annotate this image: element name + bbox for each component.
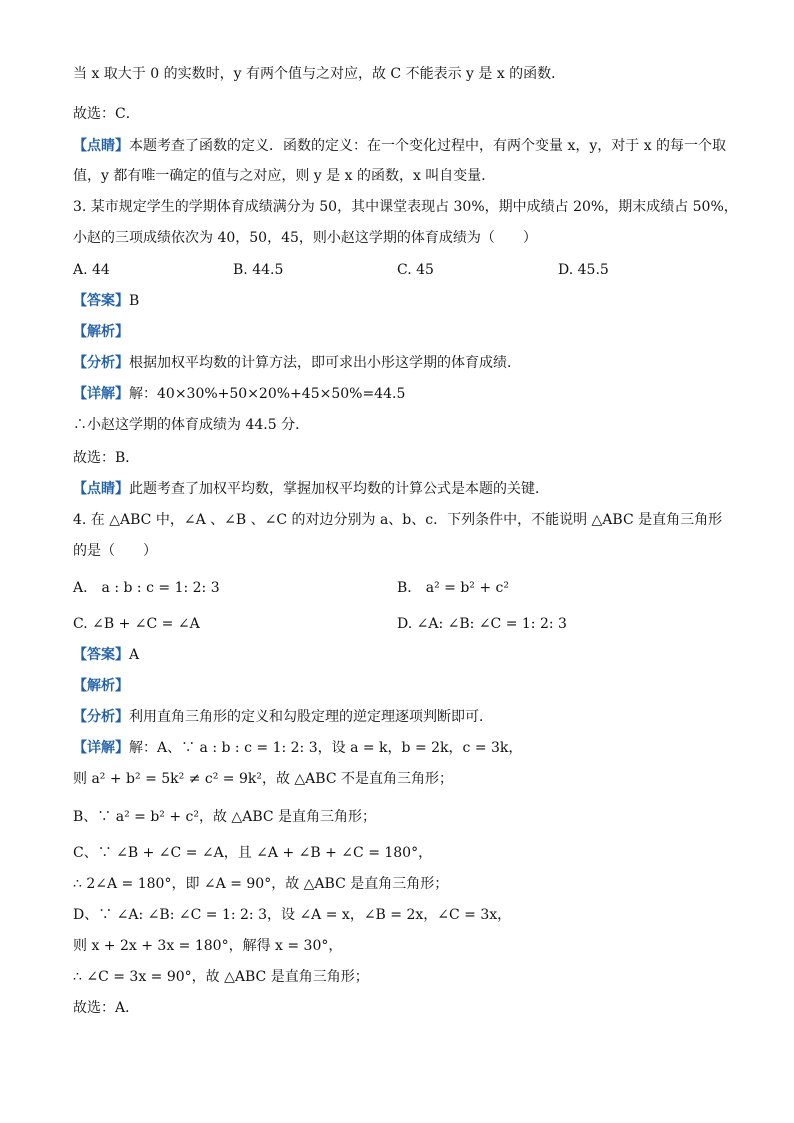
q4-choose: 故选：A． bbox=[73, 1000, 140, 1016]
q3-answer bbox=[73, 291, 139, 311]
q4-step-a2: 则 a² + b² = 5k² ≠ c² = 9k²，故 △ABC 不是直角三角形； bbox=[73, 771, 454, 787]
q3-fenxi-text: 根据加权平均数的计算方法，即可求出小彤这学期的体育成绩． bbox=[129, 355, 521, 371]
q4-step-b: B、∵ a² = b² + c²，故 △ABC 是直角三角形； bbox=[73, 809, 377, 825]
q4-option-b: B. a² = b² + c² bbox=[397, 580, 509, 596]
q3-fenxi bbox=[73, 353, 521, 373]
q4-step-d2: 则 x + 2x + 3x = 180°，解得 x = 30°， bbox=[73, 938, 343, 954]
dianjing-tag: 【点睛】 bbox=[73, 138, 129, 154]
q4-stem-line1: 4. 在 △ABC 中，∠A 、∠B 、∠C 的对边分别为 a、b、c．下列条件中，不能说明 △ABC 是直角三角形 bbox=[73, 512, 723, 528]
fenxi-tag: 【分析】 bbox=[73, 709, 129, 725]
q2-dianjing-line2: 值，y 都有唯一确定的值与之对应，则 y 是 x 的函数，x 叫自变量． bbox=[73, 168, 496, 184]
q3-option-d: D. 45.5 bbox=[558, 262, 609, 278]
q4-answer-value: A bbox=[129, 647, 140, 663]
answer-tag: 【答案】 bbox=[73, 293, 129, 309]
q4-option-d: D. ∠A: ∠B: ∠C = 1: 2: 3 bbox=[397, 616, 567, 632]
q4-fenxi bbox=[73, 707, 493, 727]
q4-step-a: 解：A、∵ a : b : c = 1: 2: 3，设 a = k，b = 2k，c = 3k， bbox=[129, 740, 523, 756]
q3-option-b: B. 44.5 bbox=[233, 262, 284, 278]
q4-step-d: D、∵ ∠A: ∠B: ∠C = 1: 2: 3，设 ∠A = x，∠B = 2x，∠C = 3x， bbox=[73, 907, 512, 923]
q2-dianjing bbox=[73, 136, 726, 156]
q3-stem-line1: 3. 某市规定学生的学期体育成绩满分为 50，其中课堂表现占 30%，期中成绩占 20%，期末成绩占 50%， bbox=[73, 199, 738, 215]
q3-xiangjie bbox=[73, 384, 405, 404]
q4-option-a: A. a : b : c = 1: 2: 3 bbox=[73, 580, 220, 596]
jiexi-tag: 【解析】 bbox=[73, 324, 129, 340]
q3-therefore: ∴小赵这学期的体育成绩为 44.5 分． bbox=[73, 417, 310, 433]
dianjing-tag: 【点睛】 bbox=[73, 481, 129, 497]
q3-dianjing-text: 此题考查了加权平均数，掌握加权平均数的计算公式是本题的关键． bbox=[129, 481, 549, 497]
q3-option-a: A. 44 bbox=[73, 262, 110, 278]
q4-xiangjie bbox=[73, 738, 522, 758]
q3-stem-line2: 小赵的三项成绩依次为 40，50，45，则小赵这学期的体育成绩为（ ） bbox=[73, 230, 537, 246]
q4-step-d3: ∴ ∠C = 3x = 90°，故 △ABC 是直角三角形； bbox=[73, 969, 369, 985]
q4-fenxi-text: 利用直角三角形的定义和勾股定理的逆定理逐项判断即可． bbox=[129, 709, 493, 725]
q3-jiexi bbox=[73, 322, 129, 342]
xiangjie-tag: 【详解】 bbox=[73, 740, 129, 756]
answer-tag: 【答案】 bbox=[73, 647, 129, 663]
q4-option-c: C. ∠B + ∠C = ∠A bbox=[73, 616, 200, 632]
q2-choose: 故选：C． bbox=[73, 106, 140, 122]
q3-option-c: C. 45 bbox=[397, 262, 434, 278]
q4-step-c2: ∴ 2∠A = 180°，即 ∠A = 90°，故 △ABC 是直角三角形； bbox=[73, 876, 449, 892]
fenxi-tag: 【分析】 bbox=[73, 355, 129, 371]
q4-stem-line2: 的是（ ） bbox=[73, 543, 157, 559]
jiexi-tag: 【解析】 bbox=[73, 678, 129, 694]
q3-calculation: 解：40×30%+50×20%+45×50%=44.5 bbox=[129, 386, 406, 402]
q3-choose: 故选：B． bbox=[73, 450, 140, 466]
q2-conclusion: 当 x 取大于 0 的实数时，y 有两个值与之对应，故 C 不能表示 y 是 x 的函数． bbox=[73, 66, 566, 82]
q4-jiexi bbox=[73, 676, 129, 696]
q3-answer-value: B bbox=[129, 293, 140, 309]
xiangjie-tag: 【详解】 bbox=[73, 386, 129, 402]
q3-dianjing bbox=[73, 479, 549, 499]
q4-step-c: C、∵ ∠B + ∠C = ∠A，且 ∠A + ∠B + ∠C = 180°， bbox=[73, 845, 433, 861]
q4-answer bbox=[73, 645, 139, 665]
q2-dianjing-text: 本题考查了函数的定义．函数的定义：在一个变化过程中，有两个变量 x，y，对于 x 的每一个取 bbox=[129, 138, 727, 154]
